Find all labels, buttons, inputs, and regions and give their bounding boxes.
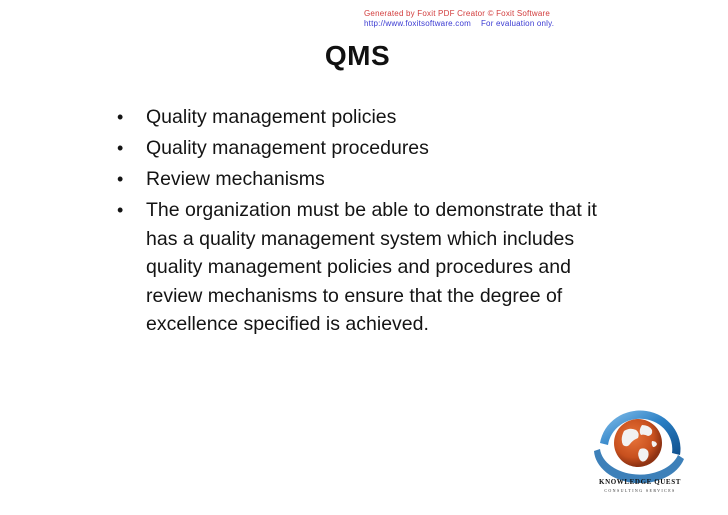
pdf-watermark bbox=[364, 9, 554, 29]
bullet-text: Quality management procedures bbox=[146, 137, 429, 159]
bullet-item bbox=[108, 103, 628, 131]
bullet-text: Review mechanisms bbox=[146, 168, 325, 190]
bullet-text: Quality management policies bbox=[146, 106, 397, 128]
bullet-item bbox=[108, 134, 628, 162]
logo-company-name: KNOWLEDGE QUEST bbox=[599, 478, 681, 486]
logo-tagline: CONSULTING SERVICES bbox=[604, 488, 676, 493]
globe-logo-icon bbox=[580, 403, 698, 483]
bullet-dot: • bbox=[117, 107, 124, 127]
company-logo bbox=[580, 403, 698, 507]
bullet-list bbox=[108, 103, 628, 342]
bullet-item bbox=[108, 196, 628, 339]
bullet-text: The organization must be able to demonstrate that it has a quality management system which includes quality management policies and procedures and review mechanisms to ensure that the degree of excellence specified is achieved. bbox=[146, 199, 597, 335]
bullet-dot: • bbox=[117, 138, 124, 158]
watermark-evaluation-note: For evaluation only. bbox=[480, 19, 555, 28]
bullet-dot: • bbox=[117, 200, 124, 220]
bullet-item bbox=[108, 165, 628, 193]
watermark-generator-text: Generated by Foxit PDF Creator © Foxit Software bbox=[364, 9, 551, 18]
slide-title: QMS bbox=[324, 40, 391, 71]
watermark-url: http://www.foxitsoftware.com bbox=[364, 19, 471, 28]
bullet-dot: • bbox=[117, 169, 124, 189]
watermark-url-line bbox=[364, 19, 554, 29]
